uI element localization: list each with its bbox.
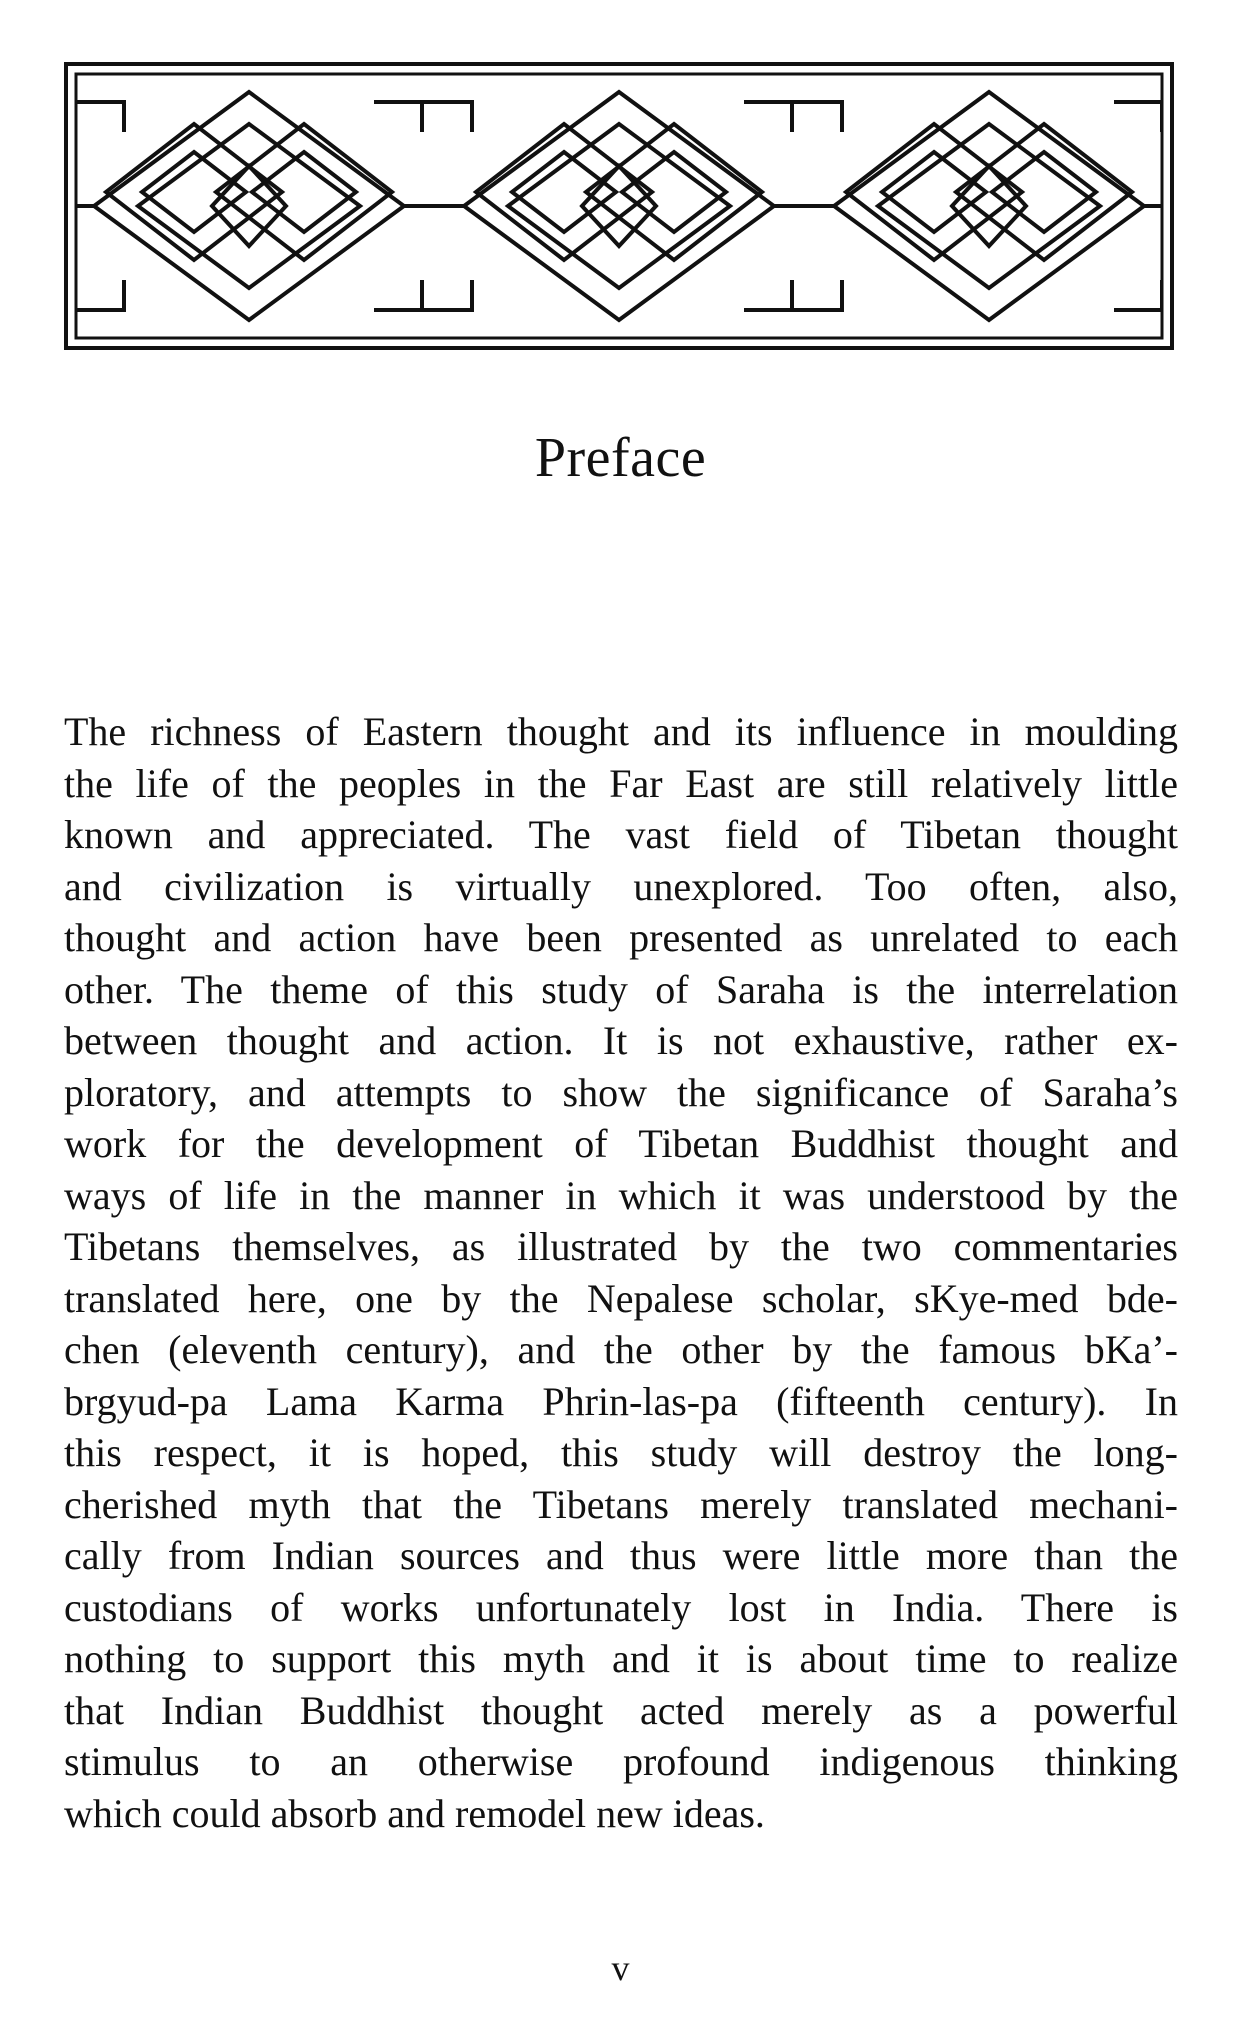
text-line: translated here, one by the Nepalese scholar, sKye-med bde- [64,1275,1178,1321]
text-line: thought and action have been presented as unrelated to each [64,915,1178,960]
text-line: work for the development of Tibetan Buddhist thought and [64,1121,1178,1166]
text-line: other. The theme of this study of Saraha is the interrelation [64,966,1178,1012]
text-line: ploratory, and attempts to show the significance of Saraha’s [64,1069,1178,1115]
page-title: Preface [534,427,707,489]
text-line: this respect, it is hoped, this study will destroy the long- [64,1430,1178,1475]
text-line: between thought and action. It is not exhaustive, rather ex- [64,1018,1178,1063]
preface-paragraph [64,706,1178,1839]
text-line: that Indian Buddhist thought acted merely as a powerful [64,1687,1178,1733]
endless-knot-border-icon [64,62,1174,350]
text-line: brgyud-pa Lama Karma Phrin-las-pa (fifteenth century). In [64,1378,1178,1424]
text-line: The richness of Eastern thought and its influence in moulding [64,709,1178,754]
text-line: cherished myth that the Tibetans merely translated mechani- [64,1481,1178,1527]
page-number: v [611,1948,630,1988]
text-line: cally from Indian sources and thus were little more than the [64,1533,1178,1578]
text-line: nothing to support this myth and it is about time to realize [64,1636,1178,1681]
text-line: and civilization is virtually unexplored. Too often, also, [64,863,1178,909]
text-line: custodians of works unfortunately lost in India. There is [64,1584,1178,1630]
text-line: Tibetans themselves, as illustrated by the two commentaries [64,1224,1178,1269]
text-line: ways of life in the manner in which it was understood by the [64,1172,1178,1218]
text-line: known and appreciated. The vast field of Tibetan thought [64,812,1178,857]
text-line: which could absorb and remodel new ideas. [64,1790,765,1836]
text-line: chen (eleventh century), and the other by the famous bKa’- [64,1327,1178,1372]
text-line: stimulus to an otherwise profound indigenous thinking [64,1739,1178,1784]
text-line: the life of the peoples in the Far East are still relatively little [64,760,1178,806]
